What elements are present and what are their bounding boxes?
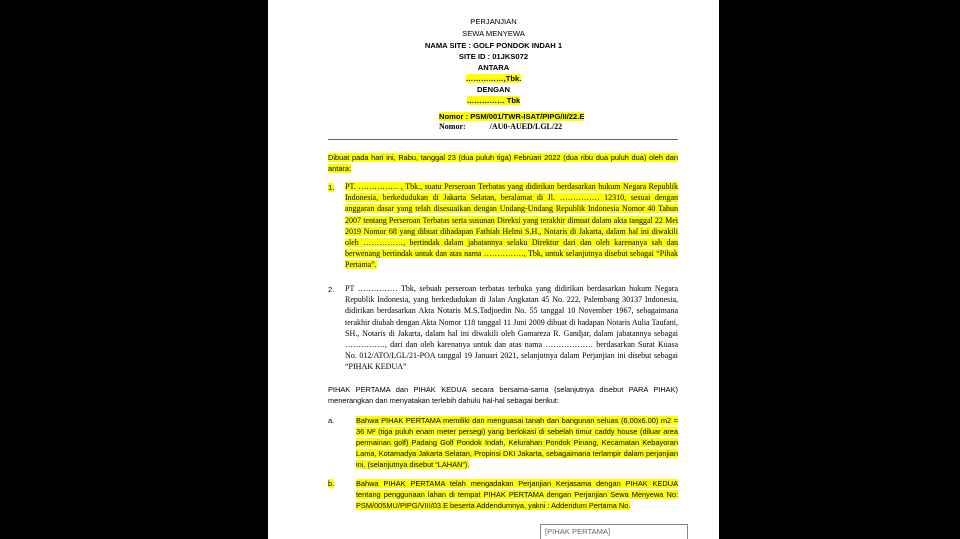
point-b-label: b. xyxy=(328,479,335,488)
point-a-text: Bahwa PIHAK PERTAMA memiliki dan menguasai tanah dan bangunan seluas (6.00x6.00) m2 = 36 M² (tiga puluh enam meter persegi) yang berlokasi di sebelah timur caddy house (diluar area permainan golf) Padang Golf Pondok Indah, Kelurahan Pondok Pinang, Kecamatan Kebayoran Lama, Kotamadya Jakarta Selatan, Propinsi DKI Jakarta, sebagaimana terlampir dalam perjanjian ini, (selanjutnya disebut “LAHAN”). xyxy=(356,416,678,469)
nomor-second xyxy=(439,121,562,132)
document-page xyxy=(268,0,719,539)
item2-text: PT …………… Tbk, sebuah perseroan terbatas terbuka yang didirikan berdasarkan hukum Negara Republik Indonesia, yang berkedudukan di Jalan Angkatan 45 No. 222, Palembang 30137 Indonesia, didirikan berdasarkan Akta Notaris M.S.Tadjoedin No. 55 tanggal 10 November 1967, sebagaimana terakhir diubah dengan Akta Nomor 118 tanggal 11 Juni 2009 dibuat di hadapan Notaris Aulia Taufani, SH., Notaris di Jakarta, dalam hal ini diwakili oleh Gamareza R. Gandjar, dalam jabatannya sebagai ……………, dari dan oleh karenanya untuk dan atas nama ……………… berdasarkan Surat Kuasa No. 012/ATO/LGL/21-POA tanggal 19 Januari 2021, selanjutnya dalam Perjanjian ini disebut sebagai “PIHAK KEDUA” xyxy=(345,284,678,372)
site-name: NAMA SITE : GOLF PONDOK INDAH 1 xyxy=(424,41,563,50)
divider xyxy=(328,139,678,140)
comment-box[interactable]: [PIHAK PERTAMA] xyxy=(540,524,688,539)
party1-header: ……………,Tbk. xyxy=(465,74,522,83)
intro-paragraph: Dibuat pada hari ini, Rabu, tanggal 23 (dua puluh tiga) Februari 2022 (dua ribu dua puluh dua) oleh dan antara: xyxy=(328,153,678,173)
point-a-label: a. xyxy=(328,416,335,425)
nomor-second-value: /AU0-AUED/LGL/22 xyxy=(489,122,563,131)
item1-text: PT. …………… , Tbk., suatu Perseroan Terbatas yang didirikan berdasarkan hukum Negara Republik Indonesia, berkedudukan di Jakarta Selatan, beralamat di Jl. …………… 12310, sesuai dengan anggaran dasar yang telah disesuaikan dengan Undang-Undang Republik Indonesia Nomor 40 Tahun 2007 tentang Perseroan Terbatas serta susunan Direksi yang terakhir dimuat dalam akta tanggal 22 Mei 2019 Nomor 68 yang dibuat dihadapan Fathiah Helmi S.H., Notaris di Jakarta, dalam hal ini diwakili oleh ……………, bertindak dalam jabatannya selaku Direktur dari dan oleh karenanya sah dan berwenang bertindak untuk dan atas nama ……………, Tbk, untuk selanjutnya disebut sebagai “Pihak Pertama”. xyxy=(345,182,678,270)
nomor-first: Nomor : PSM/001/TWR-ISAT/PIPG/II/22.E xyxy=(439,112,585,121)
item1-number: 1. xyxy=(328,183,335,192)
title-sewa-menyewa: SEWA MENYEWA xyxy=(462,29,525,38)
point-b-text: Bahwa PIHAK PERTAMA telah mengadakan Perjanjian Kerjasama dengan PIHAK KEDUA tentang penggunaan lahan di tempat PIHAK PERTAMA dengan Perjanjian Sewa Menyewa No: PSM/005MU/PIPG/VIII/03.E beserta Addendumnya, yakni : Addendum Pertama No. xyxy=(356,479,678,510)
item2-number: 2. xyxy=(328,285,335,294)
parties-paragraph: PIHAK PERTAMA dan PIHAK KEDUA secara bersama-sama (selanjutnya disebut PARA PIHAK) menerangkan dan menyatakan terlebih dahulu hal-hal sebagai berikut: xyxy=(328,385,678,405)
site-id: SITE ID : 01JKS072 xyxy=(458,52,529,61)
dengan-label: DENGAN xyxy=(477,85,510,94)
nomor-second-label: Nomor: xyxy=(439,122,466,131)
party2-header: …………… Tbk xyxy=(466,96,521,105)
antara-label: ANTARA xyxy=(477,63,510,72)
title-perjanjian: PERJANJIAN xyxy=(470,17,517,26)
